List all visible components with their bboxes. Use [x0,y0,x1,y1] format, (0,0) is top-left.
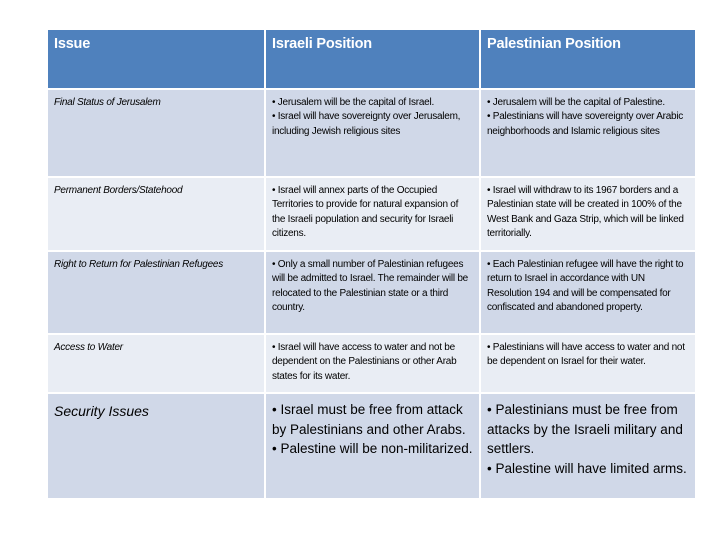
issue-cell: Right to Return for Palestinian Refugees [48,252,264,333]
bullet: • Only a small number of Palestinian refugees will be admitted to Israel. The remainder will be relocated to the Palestinian state or a third country. [272,259,468,314]
bullet: • Israel will have access to water and not be dependent on the Palestinians or other Arab states for its water. [272,342,457,382]
palestinian-cell [481,90,695,176]
palestinian-cell [481,178,695,250]
table-row [48,394,695,498]
issue-cell: Final Status of Jerusalem [48,90,264,176]
bullet: • Israel will have sovereignty over Jerusalem, including Jewish religious sites [272,111,461,137]
issue-cell: Access to Water [48,335,264,392]
bullet: • Palestinians will have sovereignty over Arabic neighborhoods and Islamic religious sites [487,111,684,137]
issue-cell: Permanent Borders/Statehood [48,178,264,250]
israeli-cell [266,335,479,392]
bullet: • Each Palestinian refugee will have the right to return to Israel in accordance with UN Resolution 194 and will be compensated for confiscated and abandoned property. [487,259,684,314]
bullet: • Israel will annex parts of the Occupied Territories to provide for natural expansion of the Israeli population and security for Israeli citizens. [272,185,459,240]
issue-cell: Security Issues [48,394,264,498]
israeli-cell [266,178,479,250]
israeli-cell [266,252,479,333]
bullet: • Palestinians will have access to water and not be dependent on Israel for their water. [487,342,685,368]
table-row [48,90,695,176]
palestinian-cell [481,394,695,498]
header-israeli-position: Israeli Position [266,30,479,88]
bullet: • Palestine will be non-militarized. [272,441,473,456]
bullet: • Palestinians must be free from attacks by the Israeli military and settlers. [487,402,683,456]
positions-table [46,28,697,500]
bullet: • Israel must be free from attack by Palestinians and other Arabs. [272,402,466,437]
israeli-cell [266,394,479,498]
header-issue: Issue [48,30,264,88]
table-row [48,335,695,392]
table-row [48,252,695,333]
bullet: • Palestine will have limited arms. [487,460,687,476]
header-palestinian-position: Palestinian Position [481,30,695,88]
header-row [48,30,695,88]
bullet: • Jerusalem will be the capital of Israel. [272,97,434,108]
palestinian-cell [481,335,695,392]
table-row [48,178,695,250]
bullet: • Jerusalem will be the capital of Palestine. [487,97,665,108]
israeli-cell [266,90,479,176]
bullet: • Israel will withdraw to its 1967 borders and a Palestinian state will be created in 100% of the West Bank and Gaza Strip, which will be linked territorially. [487,185,684,240]
palestinian-cell [481,252,695,333]
